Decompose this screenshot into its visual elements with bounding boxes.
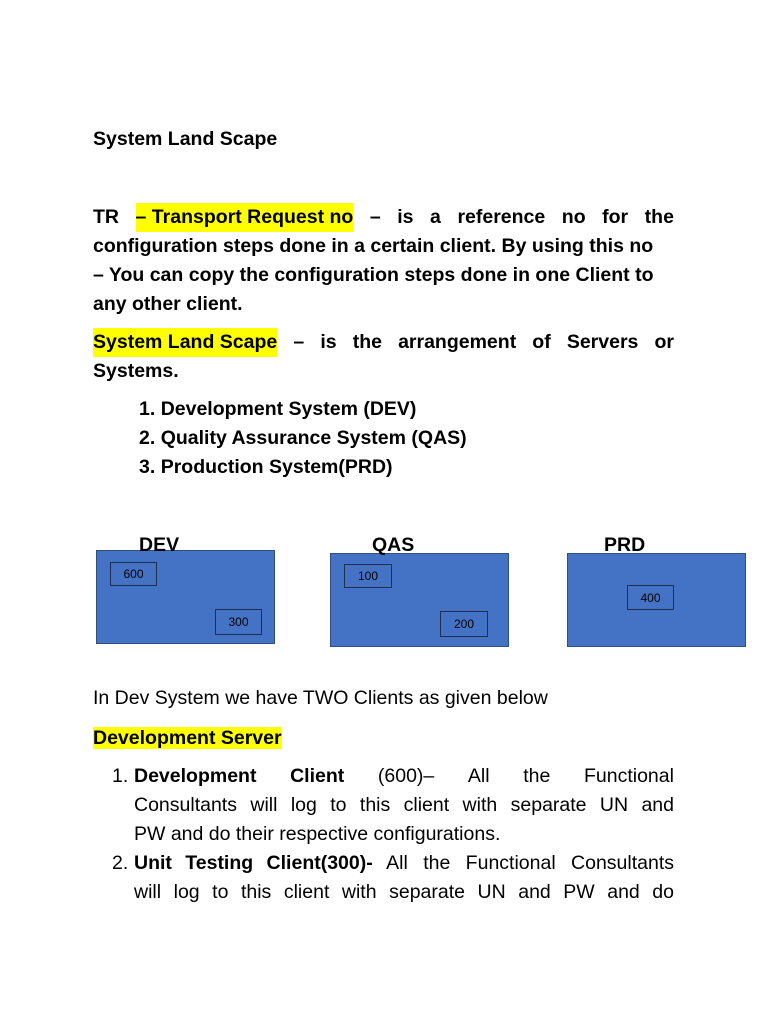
- prd-label: PRD: [604, 534, 646, 556]
- sls-word: Servers: [566, 331, 639, 353]
- list-number: 1.: [112, 765, 129, 787]
- client-item-2-line-1: [134, 849, 674, 878]
- list-word: (600)–: [377, 765, 435, 787]
- tr-line-1: [93, 203, 674, 232]
- list-bold-text: Development: [134, 765, 257, 787]
- list-text: Development System (DEV): [160, 398, 417, 420]
- sls-word: the: [352, 331, 382, 353]
- tr-word: a: [430, 206, 441, 228]
- client-box-400: 400: [627, 585, 674, 610]
- list-text: Consultants will log to this client with separate UN and: [134, 794, 674, 816]
- tr-word: no: [561, 206, 586, 228]
- list-word: the: [523, 765, 551, 787]
- tr-paragraph: [93, 203, 674, 319]
- tr-word: is: [397, 206, 414, 228]
- list-number: 1.: [139, 398, 156, 420]
- list-text: Production System(PRD): [160, 456, 393, 478]
- sls-word: or: [654, 331, 674, 353]
- tr-word: reference: [457, 206, 546, 228]
- client-box-100: 100: [344, 564, 392, 588]
- page-title: System Land Scape: [93, 128, 278, 150]
- sls-word: is: [320, 331, 337, 353]
- list-bold-text: Unit Testing Client(300)-: [134, 852, 373, 874]
- list-word: Functional: [583, 765, 674, 787]
- tr-word: –: [369, 206, 381, 228]
- client-item-1-body: [134, 762, 674, 849]
- sls-word: arrangement: [398, 331, 517, 353]
- qas-label: QAS: [372, 534, 415, 556]
- sls-highlight: System Land Scape: [93, 328, 277, 357]
- dev-intro-text: In Dev System we have TWO Clients as given below: [93, 687, 548, 709]
- list-item: [139, 424, 467, 453]
- sls-word: of: [532, 331, 551, 353]
- dev-label: DEV: [139, 534, 180, 556]
- tr-line-4: any other client.: [93, 293, 243, 315]
- client-item-2-line-2: will log to this client with separate UN and PW and do: [134, 881, 674, 903]
- tr-word: for: [602, 206, 629, 228]
- sls-line-2: Systems.: [93, 360, 179, 382]
- list-item: [112, 762, 128, 791]
- tr-line-2: configuration steps done in a certain client. By using this no: [93, 235, 654, 257]
- list-item: [139, 395, 467, 424]
- client-box-200: 200: [440, 611, 488, 637]
- client-box-600: 600: [110, 562, 157, 586]
- tr-highlight: – Transport Request no: [136, 203, 354, 232]
- dev-server-heading: [93, 724, 282, 753]
- list-text: Quality Assurance System (QAS): [160, 427, 467, 449]
- sls-paragraph: [93, 328, 674, 386]
- client-item-1-line-1: [134, 762, 674, 791]
- list-word: All: [467, 765, 490, 787]
- list-bold-text: Client: [290, 765, 345, 787]
- tr-word: the: [644, 206, 674, 228]
- list-number: 2.: [139, 427, 156, 449]
- sls-line-1: [93, 328, 674, 357]
- systems-list: [139, 395, 467, 482]
- list-item: [112, 849, 128, 878]
- list-number: 3.: [139, 456, 156, 478]
- list-number: 2.: [112, 852, 129, 874]
- tr-line-3: – You can copy the configuration steps done in one Client to: [93, 264, 654, 286]
- client-item-1-line-3: PW and do their respective configurations.: [134, 823, 501, 845]
- tr-label: TR: [93, 206, 119, 228]
- client-item-2-body: [134, 849, 674, 907]
- list-item: [139, 453, 467, 482]
- list-text: All the Functional Consultants: [386, 852, 675, 874]
- dev-server-heading-text: Development Server: [93, 727, 282, 749]
- client-item-1-line-2: [134, 791, 674, 820]
- sls-word: –: [293, 331, 305, 353]
- client-box-300: 300: [215, 609, 262, 635]
